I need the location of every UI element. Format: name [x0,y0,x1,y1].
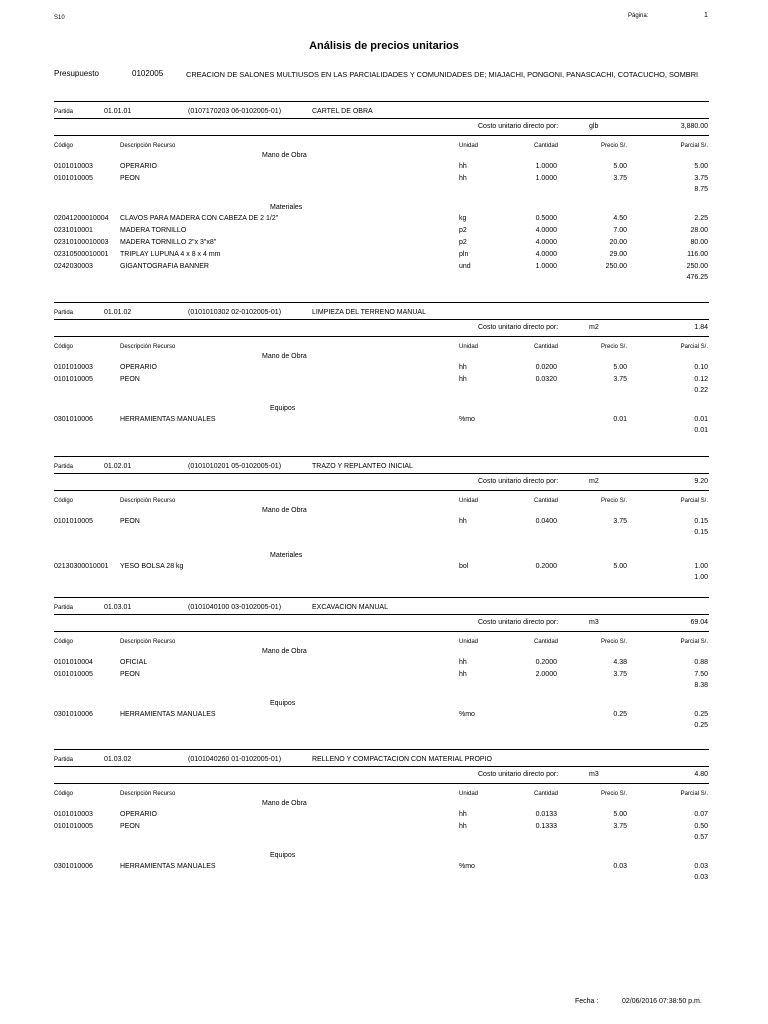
col-descripcion: Descripción Recurso [120,143,176,149]
row-codigo: 02310100010003 [54,239,109,246]
row-descripcion: PEON [120,518,140,525]
table-row [0,163,768,174]
row-codigo: 02310500010001 [54,251,109,258]
row-codigo: 0101010005 [54,376,93,383]
partida-ref: (0101010201 05-0102005-01) [188,463,282,470]
costo-label: Costo unitario directo por: [478,123,559,130]
row-codigo: 0101010004 [54,659,93,666]
row-parcial: 3.75 [694,175,708,182]
col-cantidad: Cantidad [534,143,559,149]
partida-description: RELLENO Y COMPACTACION CON MATERIAL PROPIO [312,756,492,763]
group-heading: Mano de Obra [262,353,307,360]
table-row [0,376,768,387]
group-heading: Mano de Obra [262,507,307,514]
row-precio: 0.25 [613,711,627,718]
row-codigo: 0101010003 [54,811,93,818]
group-heading: Mano de Obra [262,800,307,807]
partida-section [0,101,768,281]
row-unidad: hh [459,823,467,830]
row-unidad: p2 [459,227,467,234]
row-unidad: und [459,263,471,270]
row-descripcion: PEON [120,175,140,182]
row-descripcion: MADERA TORNILLO 2"x 3"x8" [120,239,217,246]
row-descripcion: PEON [120,823,140,830]
col-unidad: Unidad [459,344,479,350]
row-codigo: 0231010001 [54,227,93,234]
row-unidad: kg [459,215,467,222]
col-descripcion: Descripción Recurso [120,344,176,350]
row-unidad: bol [459,563,469,570]
row-parcial: 0.12 [694,376,708,383]
costo-unit: m3 [589,619,599,626]
row-codigo: 0101010005 [54,518,93,525]
header-rule [54,783,709,784]
group-subtotal: 0.01 [694,427,708,434]
group-heading: Equipos [270,700,296,707]
row-descripcion: MADERA TORNILLO [120,227,187,234]
row-descripcion: HERRAMIENTAS MANUALES [120,863,216,870]
row-unidad: p2 [459,239,467,246]
row-unidad: %mo [459,711,475,718]
costo-value: 9.20 [694,478,708,485]
partida-label: Partida [54,464,74,470]
partida-top-rule [54,749,709,750]
group-heading: Materiales [270,204,303,211]
group-heading: Equipos [270,852,296,859]
row-precio: 5.00 [613,163,627,170]
row-descripcion: OPERARIO [120,163,157,170]
partida-section [0,456,768,596]
row-parcial: 1.00 [694,563,708,570]
partida-top-rule [54,302,709,303]
col-unidad: Unidad [459,639,479,645]
partida-number: 01.03.01 [104,604,132,611]
col-precio: Precio S/. [600,639,627,645]
row-precio: 3.75 [613,376,627,383]
costo-label: Costo unitario directo por: [478,478,559,485]
partida-number: 01.01.02 [104,309,132,316]
table-row [0,263,768,274]
row-parcial: 0.25 [694,711,708,718]
table-row [0,175,768,186]
budget-description: CREACION DE SALONES MULTIUSOS EN LAS PARCIALIDADES Y COMUNIDADES DE; MIAJACHI, PONGONI, PANASCACHI, COTACUCHO, SOMBRI [186,70,699,79]
row-precio: 0.01 [613,416,627,423]
report-code: S10 [54,15,65,21]
partida-section [0,597,768,737]
row-precio: 5.00 [613,811,627,818]
col-cantidad: Cantidad [534,639,559,645]
row-codigo: 02130300010001 [54,563,109,570]
row-codigo: 0101010003 [54,163,93,170]
row-precio: 7.00 [613,227,627,234]
row-parcial: 0.03 [694,863,708,870]
page-number: 1 [704,12,708,19]
group-subtotal: 0.57 [694,834,708,841]
costo-unit: glb [589,123,599,130]
row-codigo: 0101010005 [54,671,93,678]
row-cantidad: 2.0000 [535,671,557,678]
col-precio: Precio S/. [600,344,627,350]
col-parcial: Parcial S/. [680,791,708,797]
col-descripcion: Descripción Recurso [120,639,176,645]
partida-number: 01.01.01 [104,108,132,115]
row-descripcion: OPERARIO [120,811,157,818]
row-unidad: hh [459,376,467,383]
group-subtotal: 0.25 [694,722,708,729]
row-codigo: 0242030003 [54,263,93,270]
col-descripcion: Descripción Recurso [120,791,176,797]
row-parcial: 28.00 [690,227,708,234]
partida-label: Partida [54,109,74,115]
partida-ref: (0101010302 02-0102005-01) [188,309,282,316]
fecha-value: 02/06/2016 07:38:50 p.m. [622,998,702,1005]
group-subtotal: 8.38 [694,682,708,689]
group-heading: Equipos [270,405,296,412]
row-parcial: 0.50 [694,823,708,830]
row-descripcion: HERRAMIENTAS MANUALES [120,416,216,423]
row-precio: 3.75 [613,823,627,830]
row-descripcion: OFICIAL [120,659,148,666]
row-precio: 3.75 [613,518,627,525]
group-subtotal: 0.22 [694,387,708,394]
partida-label: Partida [54,310,74,316]
partida-ref: (0101040260 01-0102005-01) [188,756,282,763]
col-parcial: Parcial S/. [680,498,708,504]
row-cantidad: 0.0400 [535,518,557,525]
partida-number: 01.03.02 [104,756,132,763]
row-cantidad: 1.0000 [535,175,557,182]
header-rule [54,336,709,337]
partida-top-rule [54,101,709,102]
group-heading: Materiales [270,552,303,559]
row-unidad: hh [459,671,467,678]
row-parcial: 0.88 [694,659,708,666]
row-codigo: 0101010005 [54,823,93,830]
row-cantidad: 0.5000 [535,215,557,222]
row-parcial: 116.00 [687,251,708,258]
row-precio: 0.03 [613,863,627,870]
row-parcial: 7.50 [694,671,708,678]
row-cantidad: 4.0000 [535,239,557,246]
group-heading: Mano de Obra [262,152,307,159]
col-descripcion: Descripción Recurso [120,498,176,504]
costo-label: Costo unitario directo por: [478,324,559,331]
partida-ref: (0107170203 06-0102005-01) [188,108,282,115]
row-unidad: pln [459,251,469,258]
partida-section [0,749,768,889]
row-cantidad: 0.2000 [535,563,557,570]
table-row [0,863,768,874]
row-codigo: 02041200010004 [54,215,109,222]
row-parcial: 0.07 [694,811,708,818]
row-descripcion: TRIPLAY LUPUNA 4 x 8 x 4 mm [120,251,221,258]
col-unidad: Unidad [459,498,479,504]
row-parcial: 5.00 [694,163,708,170]
row-descripcion: OPERARIO [120,364,157,371]
row-parcial: 0.01 [694,416,708,423]
col-precio: Precio S/. [600,791,627,797]
row-unidad: %mo [459,416,475,423]
group-heading: Mano de Obra [262,648,307,655]
partida-ref: (0101040100 03-0102005-01) [188,604,282,611]
row-precio: 4.50 [613,215,627,222]
row-unidad: hh [459,659,467,666]
row-codigo: 0301010006 [54,863,93,870]
row-parcial: 0.10 [694,364,708,371]
table-row [0,239,768,250]
partida-mid-rule [54,766,709,767]
row-precio: 5.00 [613,364,627,371]
row-codigo: 0101010005 [54,175,93,182]
table-row [0,364,768,375]
partida-section [0,302,768,442]
partida-description: EXCAVACION MANUAL [312,604,388,611]
row-descripcion: HERRAMIENTAS MANUALES [120,711,216,718]
costo-value: 69.04 [690,619,708,626]
partida-description: CARTEL DE OBRA [312,108,373,115]
col-codigo: Código [54,791,74,797]
row-codigo: 0301010006 [54,711,93,718]
partida-number: 01.02.01 [104,463,132,470]
table-row [0,416,768,427]
row-unidad: hh [459,175,467,182]
group-subtotal: 1.00 [694,574,708,581]
table-row [0,811,768,822]
costo-label: Costo unitario directo por: [478,771,559,778]
row-precio: 5.00 [613,563,627,570]
partida-mid-rule [54,614,709,615]
partida-description: TRAZO Y REPLANTEO INICIAL [312,463,413,470]
partida-top-rule [54,456,709,457]
page-label: Página: [628,13,649,19]
col-cantidad: Cantidad [534,498,559,504]
row-descripcion: GIGANTOGRAFIA BANNER [120,263,209,270]
table-row [0,671,768,682]
partida-top-rule [54,597,709,598]
header-rule [54,135,709,136]
group-subtotal: 8.75 [694,186,708,193]
col-precio: Precio S/. [600,498,627,504]
header-rule [54,490,709,491]
table-row [0,711,768,722]
table-row [0,227,768,238]
table-row [0,659,768,670]
row-descripcion: CLAVOS PARA MADERA CON CABEZA DE 2 1/2" [120,215,279,222]
costo-unit: m3 [589,771,599,778]
table-row [0,251,768,262]
col-codigo: Código [54,639,74,645]
costo-value: 1.84 [694,324,708,331]
row-cantidad: 0.1333 [535,823,557,830]
partida-label: Partida [54,605,74,611]
col-cantidad: Cantidad [534,344,559,350]
partida-mid-rule [54,319,709,320]
row-codigo: 0301010006 [54,416,93,423]
table-row [0,563,768,574]
col-parcial: Parcial S/. [680,344,708,350]
row-unidad: hh [459,811,467,818]
row-precio: 3.75 [613,671,627,678]
costo-unit: m2 [589,324,599,331]
page-title: Análisis de precios unitarios [309,40,459,52]
row-unidad: hh [459,518,467,525]
row-codigo: 0101010003 [54,364,93,371]
col-precio: Precio S/. [600,143,627,149]
col-parcial: Parcial S/. [680,639,708,645]
row-cantidad: 1.0000 [535,163,557,170]
costo-value: 3,880.00 [680,123,708,130]
row-parcial: 80.00 [690,239,708,246]
col-unidad: Unidad [459,791,479,797]
table-row [0,518,768,529]
row-precio: 4.38 [613,659,627,666]
row-unidad: %mo [459,863,475,870]
row-parcial: 0.15 [694,518,708,525]
row-unidad: hh [459,163,467,170]
row-cantidad: 1.0000 [535,263,557,270]
costo-label: Costo unitario directo por: [478,619,559,626]
table-row [0,215,768,226]
col-codigo: Código [54,344,74,350]
row-cantidad: 4.0000 [535,227,557,234]
row-cantidad: 4.0000 [535,251,557,258]
row-cantidad: 0.0133 [535,811,557,818]
budget-code: 0102005 [132,69,164,78]
fecha-label: Fecha : [575,998,599,1005]
header-rule [54,631,709,632]
row-cantidad: 0.2000 [535,659,557,666]
row-parcial: 250.00 [686,263,708,270]
costo-value: 4.80 [694,771,708,778]
col-codigo: Código [54,143,74,149]
row-parcial: 2.25 [694,215,708,222]
table-row [0,823,768,834]
col-parcial: Parcial S/. [680,143,708,149]
row-cantidad: 0.0320 [535,376,557,383]
row-precio: 20.00 [609,239,627,246]
row-precio: 250.00 [605,263,627,270]
col-codigo: Código [54,498,74,504]
partida-mid-rule [54,118,709,119]
costo-unit: m2 [589,478,599,485]
row-descripcion: PEON [120,671,140,678]
budget-label: Presupuesto [54,69,99,78]
row-cantidad: 0.0200 [535,364,557,371]
row-precio: 3.75 [613,175,627,182]
row-descripcion: PEON [120,376,140,383]
group-subtotal: 0.15 [694,529,708,536]
row-precio: 29.00 [609,251,627,258]
row-unidad: hh [459,364,467,371]
partida-description: LIMPIEZA DEL TERRENO MANUAL [312,309,426,316]
col-unidad: Unidad [459,143,479,149]
partida-label: Partida [54,757,74,763]
row-descripcion: YESO BOLSA 28 kg [120,563,184,570]
group-subtotal: 0.03 [694,874,708,881]
group-subtotal: 476.25 [686,274,708,281]
col-cantidad: Cantidad [534,791,559,797]
partida-mid-rule [54,473,709,474]
